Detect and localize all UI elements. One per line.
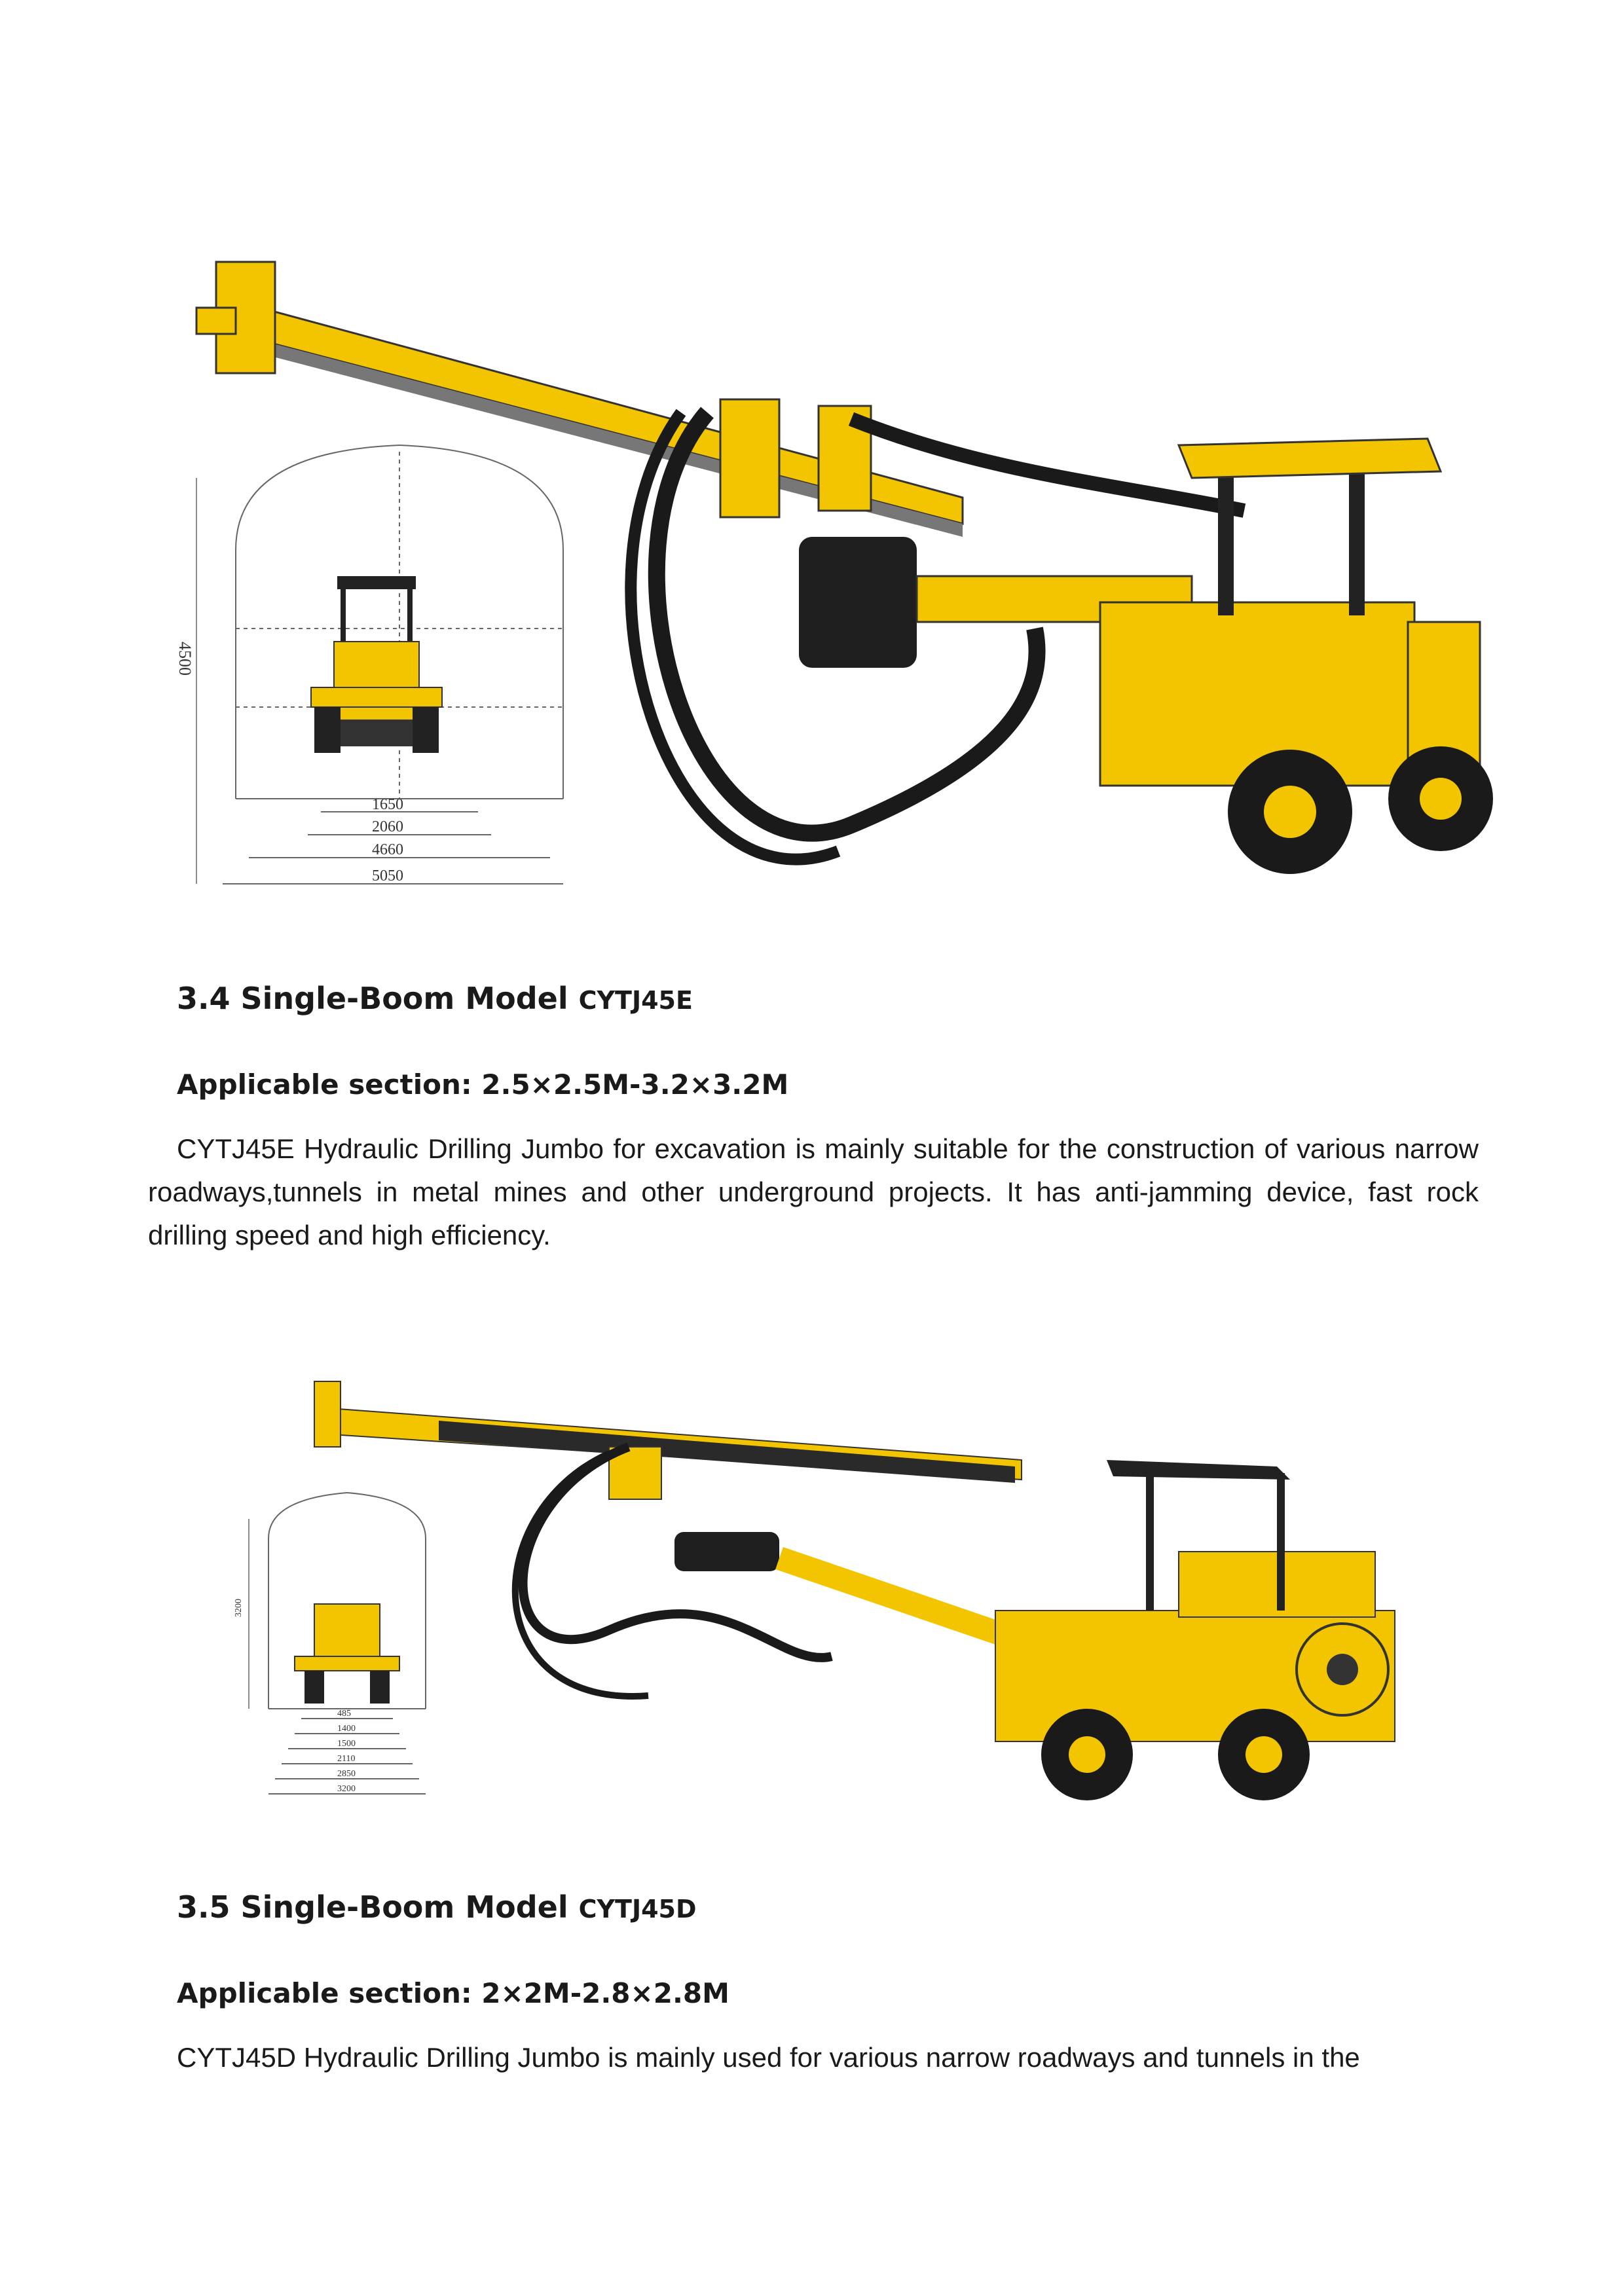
width-dim-1650: 1650	[372, 796, 403, 813]
width-dim-4660: 4660	[372, 841, 403, 858]
figure-cytj45d	[234, 1368, 1473, 1827]
height-dim-4500: 4500	[175, 642, 194, 676]
cytj45d-illustration	[234, 1368, 1473, 1827]
section-3-5-body: CYTJ45D Hydraulic Drilling Jumbo is mainly used for various narrow roadways and tunnels in the	[177, 2042, 1360, 2073]
width-dim-2110: 2110	[337, 1754, 356, 1764]
width-dim-3200: 3200	[337, 1784, 356, 1794]
heading-model: CYTJ45D	[578, 1895, 697, 1923]
heading-prefix: 3.5 Single-Boom Model	[177, 1889, 579, 1925]
section-3-4-body: CYTJ45E Hydraulic Drilling Jumbo for excavation is mainly suitable for the construction of various narrow roadways,tunnels in metal mines and other underground projects. It has anti-jamming device, fast rock drilling speed and high efficiency.	[148, 1133, 1479, 1250]
section-3-4-applicable: Applicable section: 2.5×2.5M-3.2×3.2M	[177, 1068, 789, 1101]
width-dim-485: 485	[337, 1709, 351, 1719]
section-3-5-heading	[177, 1889, 697, 1925]
width-dim-2060: 2060	[372, 818, 403, 835]
heading-model: CYTJ45E	[578, 986, 693, 1015]
heading-prefix: 3.4 Single-Boom Model	[177, 981, 579, 1016]
width-dim-5050: 5050	[372, 867, 403, 884]
height-dim-3200: 3200	[234, 1599, 244, 1617]
width-dim-1500: 1500	[337, 1739, 356, 1749]
width-dim-2850: 2850	[337, 1769, 356, 1779]
section-3-4-heading	[177, 981, 693, 1016]
figure-cytj45e	[175, 236, 1480, 956]
width-dim-1400: 1400	[337, 1724, 356, 1734]
cytj45e-illustration	[175, 236, 1480, 956]
section-3-5-applicable: Applicable section: 2×2M-2.8×2.8M	[177, 1977, 729, 2009]
